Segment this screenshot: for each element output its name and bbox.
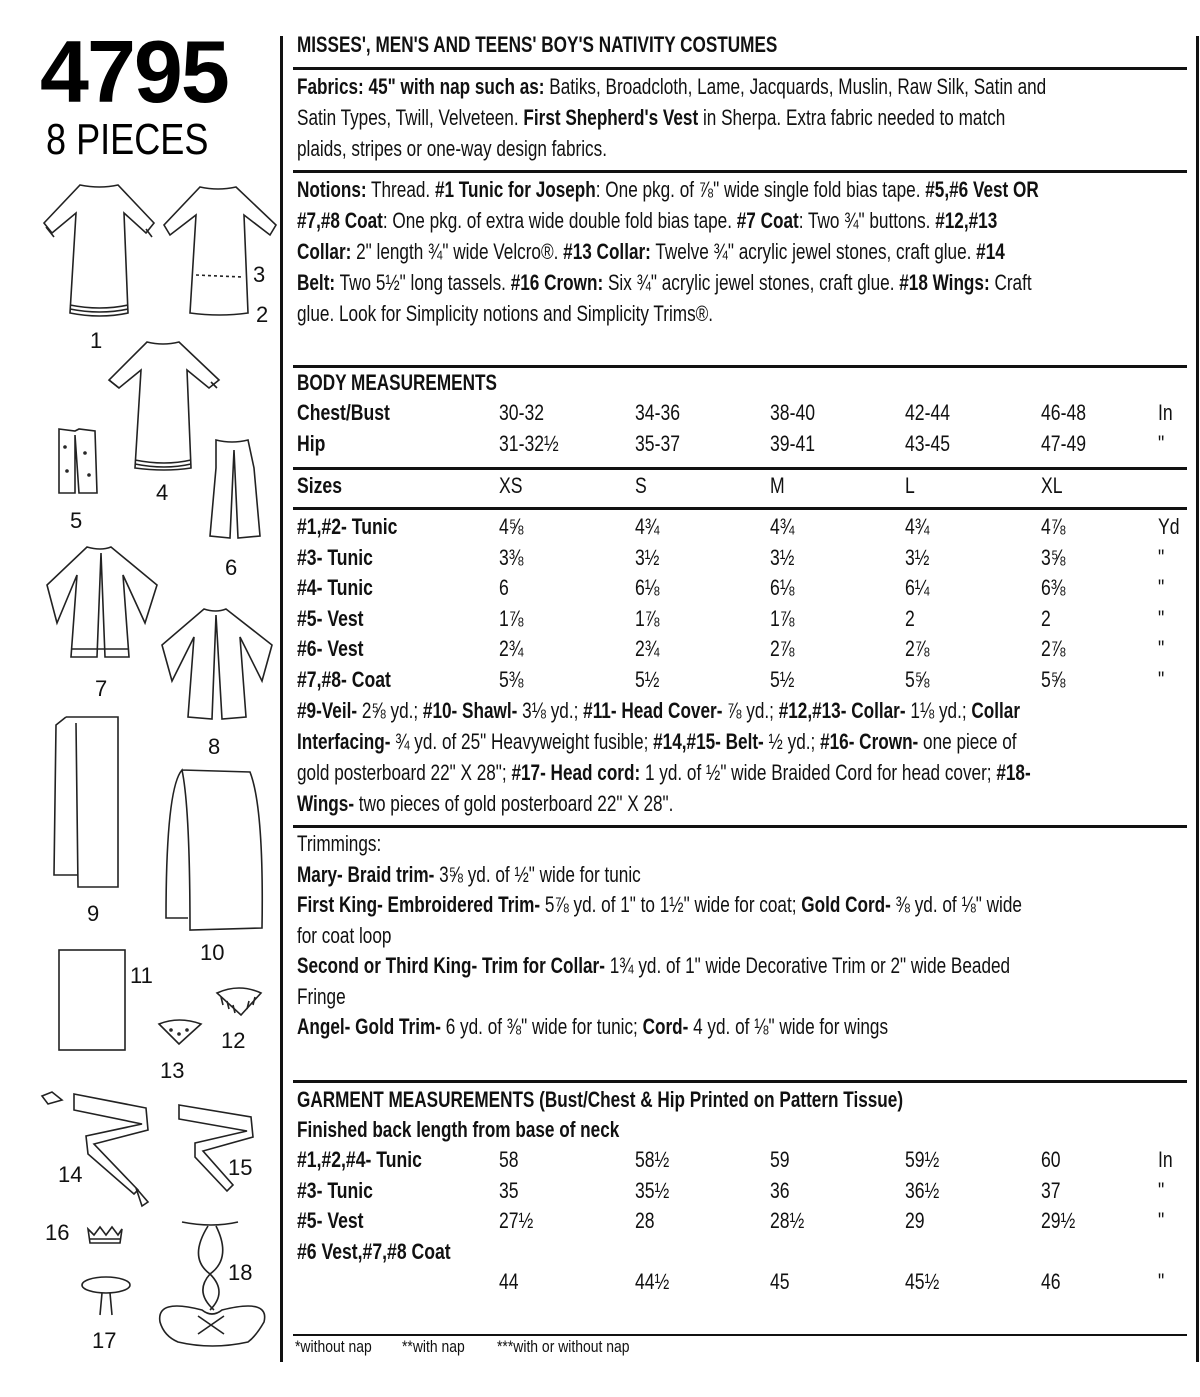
sizes-label: Sizes xyxy=(297,473,343,498)
body-measurement-cell: 31-32½ xyxy=(499,431,559,456)
view-label-15: 15 xyxy=(228,1155,253,1180)
yardage-cell: 2⅞ xyxy=(905,636,930,661)
pieces-count: 8 PIECES xyxy=(46,115,209,164)
trimmings-line-3: First King- Embroidered Trim- 5⅞ yd. of 1" to 1½" wide for coat; Gold Cord- ⅜ yd. of ⅛" wide xyxy=(297,892,1022,917)
view-label-6: 6 xyxy=(225,555,238,580)
yardage-cell: 2 xyxy=(905,606,915,631)
fabrics-line-1: Fabrics: 45" with nap such as: Batiks, Broadcloth, Lame, Jacquards, Muslin, Raw Silk, Satin and xyxy=(297,74,1047,99)
yardage-cell: 3½ xyxy=(770,545,795,570)
trimmings-line-4: for coat loop xyxy=(297,922,392,948)
view-label-1: 1 xyxy=(90,328,103,353)
size-column-header: S xyxy=(635,473,647,498)
garment-measurement-cell: 60 xyxy=(1041,1147,1061,1172)
belt-14-icon xyxy=(38,1090,158,1210)
yardage-cell: 4⅞ xyxy=(1041,514,1066,539)
garment-measurement-unit: In xyxy=(1158,1147,1173,1172)
garment-measurement-row-label: #5- Vest xyxy=(297,1208,364,1233)
garment-measurement-row-label: #1,#2,#4- Tunic xyxy=(297,1147,422,1172)
view-label-16: 16 xyxy=(45,1220,70,1245)
garment-measurement-cell: 58 xyxy=(499,1147,519,1172)
yardage-cell: 3½ xyxy=(635,545,660,570)
yardage-cell: 6⅜ xyxy=(1041,575,1066,600)
view-label-8: 8 xyxy=(208,734,221,759)
yardage-cell: 6 xyxy=(499,575,509,600)
garment-measurement-cell: 58½ xyxy=(635,1147,670,1172)
garment-measurement-cell: 46 xyxy=(1041,1269,1061,1294)
right-border xyxy=(1196,36,1199,1362)
pattern-number: 4795 xyxy=(40,22,228,121)
garment-measurement-unit: " xyxy=(1158,1178,1165,1203)
body-measurement-unit: In xyxy=(1158,400,1173,425)
shawl-10-icon xyxy=(162,768,267,933)
size-column-header: L xyxy=(905,473,915,498)
garment-measurement-cell: 29 xyxy=(905,1208,925,1233)
yardage-cell: 4¾ xyxy=(905,514,930,539)
garment-measurement-row-label: #6 Vest,#7,#8 Coat xyxy=(297,1239,451,1264)
view-label-14: 14 xyxy=(58,1162,83,1187)
yardage-cell: 4¾ xyxy=(635,514,660,539)
garment-measurement-cell: 28½ xyxy=(770,1208,805,1233)
size-column-header: XS xyxy=(499,473,523,498)
body-rule xyxy=(293,467,1187,470)
yardage-extra-line-4: Wings- two pieces of gold posterboard 22" X 28". xyxy=(297,791,674,816)
garment-measurement-cell: 59½ xyxy=(905,1147,940,1172)
yardage-row-label: #1,#2- Tunic xyxy=(297,514,398,539)
yardage-unit: Yd xyxy=(1158,514,1180,539)
yardage-cell: 2⅞ xyxy=(1041,636,1066,661)
title-rule xyxy=(293,67,1187,70)
view-label-11: 11 xyxy=(130,963,153,988)
body-measurement-cell: 38-40 xyxy=(770,400,816,425)
garment-measurement-cell: 37 xyxy=(1041,1178,1061,1203)
view-label-10: 10 xyxy=(200,940,225,965)
yardage-extra-line-3: gold posterboard 22" X 28"; #17- Head cord: 1 yd. of ½" wide Braided Cord for head cover; #18- xyxy=(297,760,1031,785)
yardage-row-label: #3- Tunic xyxy=(297,545,373,570)
yardage-cell: 6⅛ xyxy=(770,575,795,600)
yardage-row-label: #4- Tunic xyxy=(297,575,373,600)
head-cord-17-icon xyxy=(80,1275,132,1320)
yardage-cell: 5½ xyxy=(635,667,660,692)
yardage-cell: 5⅝ xyxy=(1041,667,1066,692)
yardage-cell: 5⅝ xyxy=(905,667,930,692)
yardage-cell: 2⅞ xyxy=(770,636,795,661)
garment-measurement-unit: " xyxy=(1158,1269,1165,1294)
notions-line-3: Collar: 2" length ¾" wide Velcro®. #13 Collar: Twelve ¾" acrylic jewel stones, craft glue. #14 xyxy=(297,239,1005,264)
notions-line-5: glue. Look for Simplicity notions and Simplicity Trims®. xyxy=(297,301,714,326)
view-label-12: 12 xyxy=(221,1028,246,1053)
garment-measurement-cell: 45½ xyxy=(905,1269,940,1294)
view-label-5: 5 xyxy=(70,508,83,533)
body-measurement-cell: 34-36 xyxy=(635,400,681,425)
yardage-cell: 4¾ xyxy=(770,514,795,539)
size-column-header: M xyxy=(770,473,785,498)
view-label-3: 3 xyxy=(253,262,266,287)
wings-18-icon xyxy=(152,1218,272,1353)
yardage-unit: " xyxy=(1158,667,1165,692)
notions-line-2: #7,#8 Coat: One pkg. of extra wide double fold bias tape. #7 Coat: Two ¾" buttons. #12,#13 xyxy=(297,208,998,233)
trimmings-line-6: Fringe xyxy=(297,983,346,1009)
footnote-with-nap: **with nap xyxy=(402,1337,465,1356)
garment-measurement-unit: " xyxy=(1158,1208,1165,1233)
fabrics-rule xyxy=(293,170,1187,173)
veil-9-icon xyxy=(52,715,122,890)
size-column-header: XL xyxy=(1041,473,1063,498)
sizes-rule xyxy=(293,507,1187,510)
collar-12-icon xyxy=(215,985,263,1020)
vest-6-icon xyxy=(208,438,263,543)
left-panel-divider xyxy=(280,36,283,1362)
body-measurement-cell: 35-37 xyxy=(635,431,681,456)
garment-measurement-cell: 27½ xyxy=(499,1208,534,1233)
garment-measurement-cell: 36 xyxy=(770,1178,790,1203)
view-label-7: 7 xyxy=(95,676,108,701)
yardage-extra-line-1: #9-Veil- 2⅝ yd.; #10- Shawl- 3⅛ yd.; #11- Head Cover- ⅞ yd.; #12,#13- Collar- 1⅛ yd.; Collar xyxy=(297,698,1021,723)
yardage-cell: 6⅛ xyxy=(635,575,660,600)
yardage-cell: 2¾ xyxy=(499,636,524,661)
garment-measurement-cell: 45 xyxy=(770,1269,790,1294)
yardage-unit: " xyxy=(1158,606,1165,631)
footnote-without-nap: *without nap xyxy=(295,1337,372,1356)
view-label-9: 9 xyxy=(87,901,100,926)
trimmings-line-1: Trimmings: xyxy=(297,831,382,856)
garment-measurement-row-label: #3- Tunic xyxy=(297,1178,373,1203)
yardage-cell: 2¾ xyxy=(635,636,660,661)
garment-measurements-title: GARMENT MEASUREMENTS (Bust/Chest & Hip Printed on Pattern Tissue) xyxy=(297,1087,904,1112)
yardage-cell: 5⅜ xyxy=(499,667,524,692)
garment-measurement-cell: 44½ xyxy=(635,1269,670,1294)
notions-line-1: Notions: Thread. #1 Tunic for Joseph: One pkg. of ⅞" wide single fold bias tape. #5,#6 Vest OR xyxy=(297,177,1039,202)
footnote-with-or-without-nap: ***with or without nap xyxy=(497,1337,630,1356)
body-measurement-cell: 42-44 xyxy=(905,400,951,425)
trimmings-rule xyxy=(293,1080,1187,1083)
trimmings-line-2: Mary- Braid trim- 3⅝ yd. of ½" wide for tunic xyxy=(297,861,641,887)
tunic-1-icon xyxy=(42,183,157,318)
yardage-unit: " xyxy=(1158,636,1165,661)
body-measurement-row-label: Chest/Bust xyxy=(297,400,390,425)
garment-measurement-cell: 36½ xyxy=(905,1178,940,1203)
garment-measurement-cell: 29½ xyxy=(1041,1208,1076,1233)
yardage-extra-line-2: Interfacing- ¾ yd. of 25" Heavyweight fusible; #14,#15- Belt- ½ yd.; #16- Crown- one piece of xyxy=(297,729,1017,754)
tunic-2-icon xyxy=(162,185,277,320)
yardage-rule xyxy=(293,825,1187,828)
view-label-4: 4 xyxy=(156,480,169,505)
yardage-row-label: #5- Vest xyxy=(297,606,364,631)
notions-line-4: Belt: Two 5½" long tassels. #16 Crown: Six ¾" acrylic jewel stones, craft glue. #18 Wings: Craft xyxy=(297,270,1032,295)
yardage-cell: 1⅞ xyxy=(770,606,795,631)
body-measurement-unit: " xyxy=(1158,431,1165,456)
yardage-unit: " xyxy=(1158,575,1165,600)
body-measurement-cell: 39-41 xyxy=(770,431,816,456)
fabrics-line-2: Satin Types, Twill, Velveteen. First Shepherd's Vest in Sherpa. Extra fabric needed to match xyxy=(297,105,1006,130)
vest-5-icon xyxy=(55,427,100,497)
trimmings-line-5: Second or Third King- Trim for Collar- 1¾ yd. of 1" wide Decorative Trim or 2" wide Beaded xyxy=(297,953,1011,978)
crown-16-icon xyxy=(86,1225,124,1247)
yardage-cell: 2 xyxy=(1041,606,1051,631)
body-measurement-cell: 30-32 xyxy=(499,400,545,425)
garment-measurement-cell: 35 xyxy=(499,1178,519,1203)
yardage-cell: 5½ xyxy=(770,667,795,692)
body-measurement-row-label: Hip xyxy=(297,431,326,456)
yardage-cell: 3⅝ xyxy=(1041,545,1066,570)
garment-measurement-cell: 28 xyxy=(635,1208,655,1233)
coat-8-icon xyxy=(160,607,275,722)
yardage-row-label: #7,#8- Coat xyxy=(297,667,391,692)
yardage-cell: 4⅝ xyxy=(499,514,524,539)
view-label-2: 2 xyxy=(256,302,269,327)
fabrics-line-3: plaids, stripes or one-way design fabrics. xyxy=(297,136,607,161)
view-label-13: 13 xyxy=(160,1058,185,1083)
page-title: MISSES', MEN'S AND TEENS' BOY'S NATIVITY COSTUMES xyxy=(297,32,778,57)
garment-measurement-cell: 35½ xyxy=(635,1178,670,1203)
garment-measurement-cell: 44 xyxy=(499,1269,519,1294)
coat-7-icon xyxy=(45,545,160,665)
yardage-cell: 3⅜ xyxy=(499,545,524,570)
view-label-18: 18 xyxy=(228,1260,253,1285)
collar-13-icon xyxy=(157,1018,203,1046)
yardage-cell: 3½ xyxy=(905,545,930,570)
yardage-cell: 1⅞ xyxy=(499,606,524,631)
yardage-row-label: #6- Vest xyxy=(297,636,364,661)
footer-rule xyxy=(293,1334,1187,1336)
yardage-cell: 6¼ xyxy=(905,575,930,600)
garment-measurements-subtitle: Finished back length from base of neck xyxy=(297,1117,620,1142)
body-measurement-cell: 47-49 xyxy=(1041,431,1087,456)
head-cover-11-icon xyxy=(57,948,129,1052)
body-measurement-cell: 46-48 xyxy=(1041,400,1087,425)
body-measurement-cell: 43-45 xyxy=(905,431,951,456)
yardage-unit: " xyxy=(1158,545,1165,570)
view-label-17: 17 xyxy=(92,1328,117,1353)
tunic-4-icon xyxy=(105,340,225,475)
garment-measurement-cell: 59 xyxy=(770,1147,790,1172)
body-measurements-title: BODY MEASUREMENTS xyxy=(297,370,497,395)
yardage-cell: 1⅞ xyxy=(635,606,660,631)
trimmings-line-7: Angel- Gold Trim- 6 yd. of ⅜" wide for tunic; Cord- 4 yd. of ⅛" wide for wings xyxy=(297,1014,889,1039)
